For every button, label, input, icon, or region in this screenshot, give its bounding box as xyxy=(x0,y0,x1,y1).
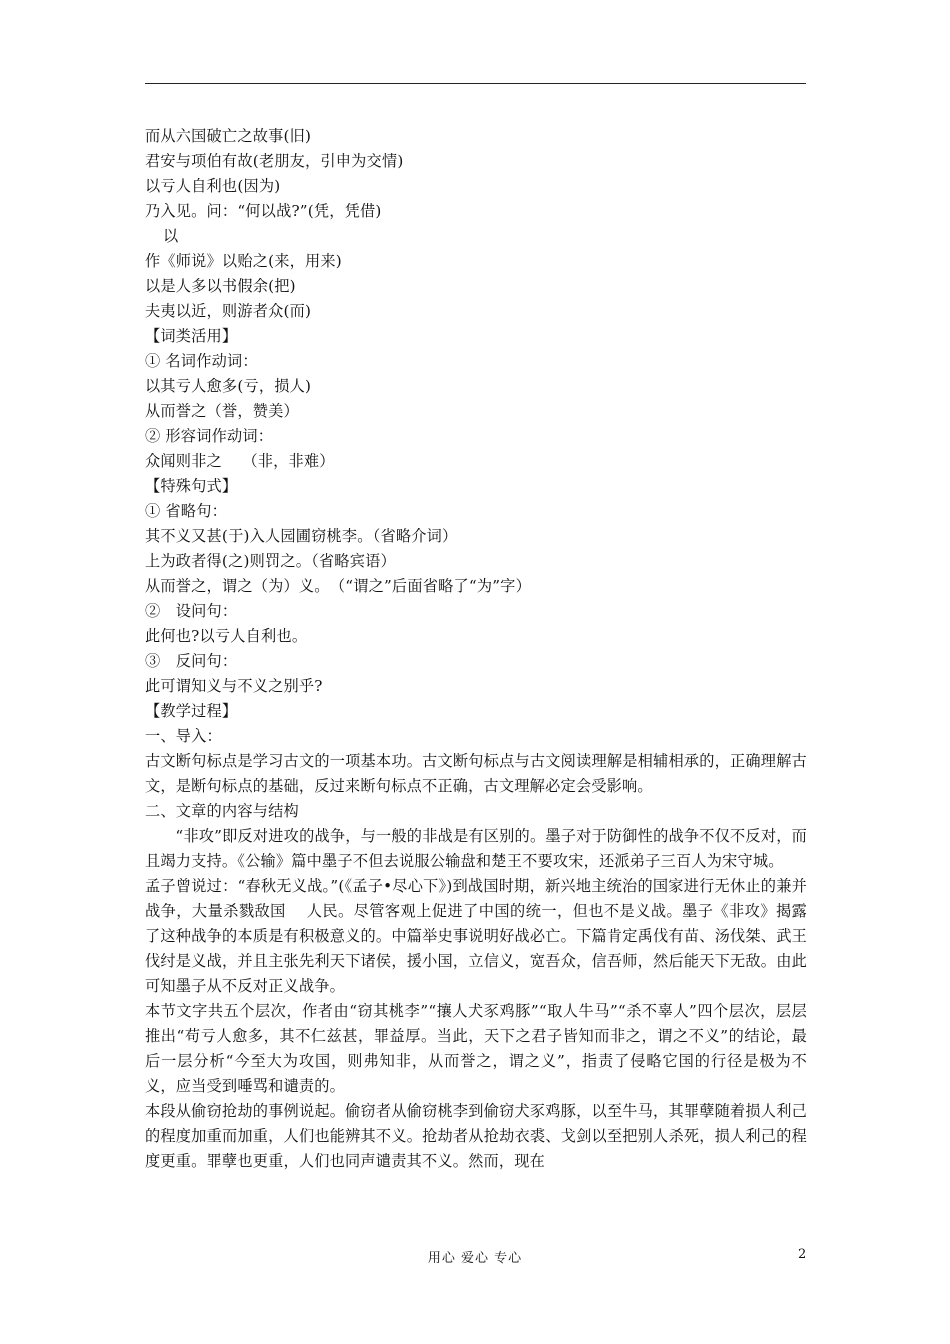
page-footer xyxy=(0,1247,950,1267)
text-line: 以亏人自利也(因为) xyxy=(145,177,281,195)
section-heading: 【教学过程】 xyxy=(145,702,238,720)
paragraph-mencius: 孟子曾说过：“春秋无义战。”(《孟子•尽心下》)到战国时期，新兴地主统治的国家进行无休止的兼并战争，大量杀戮敌国 人民。尽管客观上促进了中国的统一，但也不是义战。墨子《非攻》揭露了这种战争的本质是有积极意义的。中篇举史事说明好战必亡。下篇肯定禹伐有苗、汤伐桀、武王伐纣是义战，并且主张先利天下诸侯，援小国，立信义，宽吾众，信吾师，然后能天下无敌。由此可知墨子从不反对正义战争。 xyxy=(145,877,807,995)
yi-heading: 以 xyxy=(163,227,179,245)
page-number: 2 xyxy=(798,1247,807,1262)
text-line: 此何也?以亏人自利也。 xyxy=(145,627,308,645)
text-line: 夫夷以近，则游者众(而) xyxy=(145,302,312,320)
text-line: 上为政者得(之)则罚之。（省略宾语） xyxy=(145,552,396,570)
text-line: 其不义又甚(于)入人园圃窃桃李。（省略介词） xyxy=(145,527,458,545)
text-line: 作《师说》以贻之(来，用来) xyxy=(145,252,342,270)
text-line: 乃入见。问：“何以战?”(凭，凭借) xyxy=(145,202,382,220)
text-line: ① 省略句： xyxy=(145,502,227,520)
text-line: 以其亏人愈多(亏，损人) xyxy=(145,377,312,395)
section-heading: 【特殊句式】 xyxy=(145,477,238,495)
text-line: 众闻则非之 （非，非难） xyxy=(145,452,335,470)
text-line: ② 设问句： xyxy=(145,602,238,620)
paragraph-intro: 古文断句标点是学习古文的一项基本功。古文断句标点与古文阅读理解是相辅相承的，正确理解古文，是断句标点的基础，反过来断句标点不正确，古文理解必定会受影响。 xyxy=(145,752,807,795)
text-line: 从而誉之（誉，赞美） xyxy=(145,402,299,420)
paragraph-analysis: 本段从偷窃抢劫的事例说起。偷窃者从偷窃桃李到偷窃犬豕鸡豚，以至牛马，其罪孽随着损人利己的程度加重而加重，人们也能辨其不义。抢劫者从抢劫衣裘、戈剑以至把别人杀死，损人利己的程度更重。罪孽也更重，人们也同声谴责其不义。然而，现在 xyxy=(145,1102,807,1170)
text-line: 君安与项伯有故(老朋友，引申为交情) xyxy=(145,152,404,170)
section-heading: 【词类活用】 xyxy=(145,327,238,345)
text-line: ① 名词作动词： xyxy=(145,352,258,370)
text-line: ③ 反问句： xyxy=(145,652,238,670)
text-line: ② 形容词作动词： xyxy=(145,427,274,445)
paragraph-feigong: “非攻”即反对进攻的战争，与一般的非战是有区别的。墨子对于防御性的战争不仅不反对，而且竭力支持。《公输》篇中墨子不但去说服公输盘和楚王不要攻宋，还派弟子三百人为宋守城。 xyxy=(145,827,807,870)
text-line: 而从六国破亡之故事(旧) xyxy=(145,127,312,145)
header-rule xyxy=(145,83,806,84)
section-heading: 二、文章的内容与结构 xyxy=(145,802,299,820)
footer-motto: 用心 爱心 专心 xyxy=(427,1251,523,1266)
text-line: 以是人多以书假余(把) xyxy=(145,277,296,295)
document-body xyxy=(145,124,807,1174)
text-line: 从而誉之，谓之（为）义。 （“谓之”后面省略了“为”字） xyxy=(145,577,531,595)
text-line: 此可谓知义与不义之别乎? xyxy=(145,677,323,695)
paragraph-structure: 本节文字共五个层次，作者由“窃其桃李”“攘人犬豕鸡豚”“取人牛马”“杀不辜人”四个层次，层层推出“苟亏人愈多，其不仁兹甚，罪益厚。当此，天下之君子皆知而非之，谓之不义”的结论，最后一层分析“今至大为攻国，则弗知非，从而誉之，谓之义”，指责了侵略它国的行径是极为不义，应当受到唾骂和谴责的。 xyxy=(145,1002,807,1095)
text-line: 一、导入： xyxy=(145,727,222,745)
